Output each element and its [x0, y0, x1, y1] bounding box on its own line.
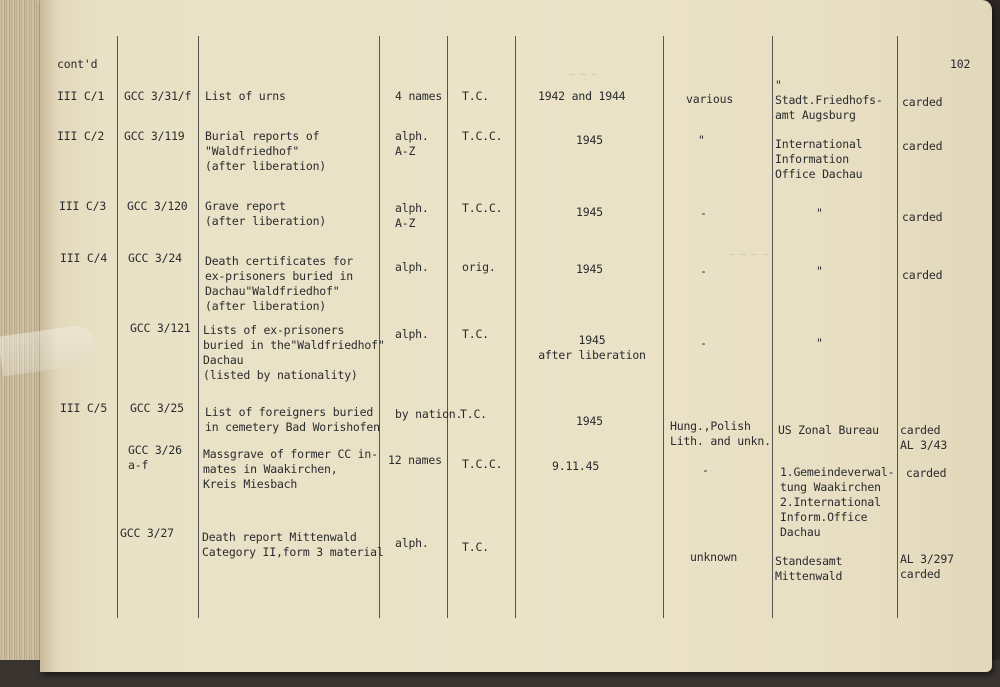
row-type: T.C.C. — [462, 129, 503, 143]
row-nationality: unknown — [690, 550, 738, 564]
bleed-through-mark: — — — — [570, 70, 598, 80]
row-nationality: - — [700, 336, 707, 350]
continued-label: cont'd — [57, 57, 98, 71]
row-nationality: Hung.,Polish Lith. and unkn. — [670, 419, 771, 448]
row-reference: GCC 3/25 — [130, 401, 184, 415]
row-nationality: " — [698, 133, 705, 147]
row-source: " — [816, 336, 823, 350]
row-type: T.C. — [460, 407, 487, 421]
row-status: carded — [906, 466, 947, 480]
row-description: Burial reports of "Waldfriedhof" (after liberation) — [205, 129, 327, 173]
row-status: carded — [902, 95, 943, 109]
row-status: AL 3/297 carded — [900, 552, 954, 581]
row-type: orig. — [462, 260, 496, 274]
row-source: 1.Gemeindeverwal- tung Waakirchen 2.International Inform.Office Dachau — [780, 465, 895, 539]
row-date: 1942 and 1944 — [538, 89, 626, 103]
row-type: T.C.C. — [462, 201, 503, 215]
row-date: 9.11.45 — [552, 459, 600, 473]
column-rule — [117, 36, 118, 618]
book-page-edges — [0, 0, 45, 660]
row-status: carded — [902, 268, 943, 282]
row-description: Massgrave of former CC in- mates in Waakirchen, Kreis Miesbach — [203, 447, 378, 491]
row-arrangement: alph. — [395, 327, 429, 341]
row-reference: GCC 3/26 a-f — [128, 443, 182, 472]
row-type: T.C. — [462, 89, 489, 103]
row-status: carded — [902, 210, 943, 224]
row-date: 1945 — [576, 414, 603, 428]
row-date: 1945 — [576, 133, 603, 147]
row-status: carded AL 3/43 — [900, 423, 948, 452]
page-number: 102 — [950, 57, 971, 71]
row-reference: GCC 3/119 — [124, 129, 185, 143]
column-rule — [198, 36, 199, 618]
row-date: 1945 — [576, 262, 603, 276]
row-date: 1945 — [576, 205, 603, 219]
row-reference: GCC 3/24 — [128, 251, 182, 265]
row-arrangement: 12 names — [388, 453, 442, 467]
row-nationality: - — [700, 206, 707, 220]
row-description: List of urns — [205, 89, 286, 103]
row-description: Grave report (after liberation) — [205, 199, 327, 228]
ledger-page — [40, 0, 992, 672]
row-source: " Stadt.Friedhofs- amt Augsburg — [775, 78, 883, 122]
row-source: " — [816, 206, 823, 220]
row-description: List of foreigners buried in cemetery Bad Worishofen — [205, 405, 380, 434]
row-source: Standesamt Mittenwald — [775, 554, 843, 583]
bleed-through-mark: — — — — — [730, 250, 768, 260]
row-section: III C/1 — [57, 89, 105, 103]
row-nationality: various — [686, 92, 734, 106]
row-type: T.C.C. — [462, 457, 503, 471]
row-reference: GCC 3/27 — [120, 526, 174, 540]
row-source: US Zonal Bureau — [778, 423, 879, 437]
column-rule — [663, 36, 664, 618]
row-section: III C/3 — [59, 199, 107, 213]
row-description: Death certificates for ex-prisoners buried in Dachau"Waldfriedhof" (after liberation) — [205, 254, 353, 313]
row-section: III C/4 — [60, 251, 108, 265]
row-type: T.C. — [462, 327, 489, 341]
column-rule — [897, 36, 898, 618]
column-rule — [447, 36, 448, 618]
row-status: carded — [902, 139, 943, 153]
row-arrangement: alph. — [395, 536, 429, 550]
row-arrangement: 4 names — [395, 89, 443, 103]
row-arrangement: alph. — [395, 260, 429, 274]
column-rule — [515, 36, 516, 618]
row-reference: GCC 3/31/f — [124, 89, 192, 103]
row-description: Lists of ex-prisoners buried in the"Waldfriedhof" Dachau (listed by nationality) — [203, 323, 385, 382]
row-nationality: - — [700, 264, 707, 278]
column-rule — [772, 36, 773, 618]
row-source: " — [816, 264, 823, 278]
row-date: 1945 after liberation — [538, 333, 646, 362]
row-arrangement: alph. A-Z — [395, 201, 429, 230]
row-nationality: - — [702, 463, 709, 477]
row-arrangement: alph. A-Z — [395, 129, 429, 158]
row-section: III C/5 — [60, 401, 108, 415]
row-section: III C/2 — [57, 129, 105, 143]
row-source: International Information Office Dachau — [775, 137, 863, 181]
row-type: T.C. — [462, 540, 489, 554]
row-description: Death report Mittenwald Category II,form 3 material — [202, 530, 384, 559]
row-reference: GCC 3/121 — [130, 321, 191, 335]
row-reference: GCC 3/120 — [127, 199, 188, 213]
row-arrangement: by nation. — [395, 407, 463, 421]
